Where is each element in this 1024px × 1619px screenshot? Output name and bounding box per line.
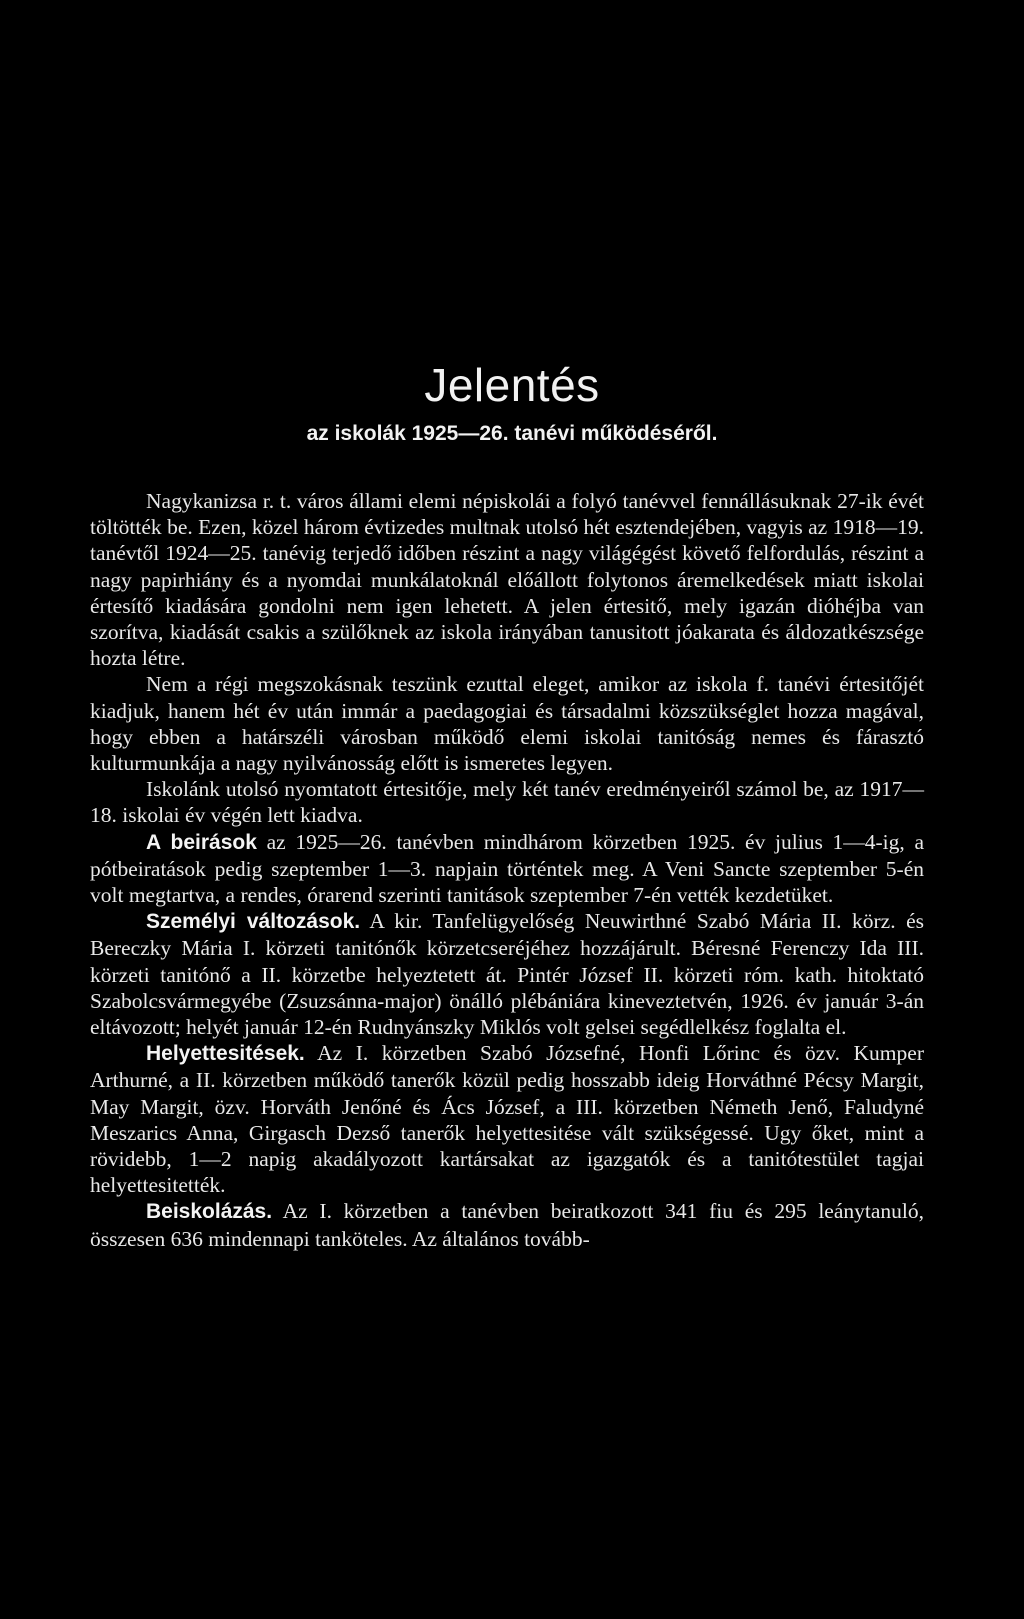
paragraph-previous-report: Iskolánk utolsó nyomtatott értesitője, mely két tanév eredményeiről számol be, az 1917—18. iskolai év végén lett kiadva. [90,777,924,828]
section-text-schooling: Az I. körzetben a tanévben beiratkozott 341 fiu és 295 leánytanuló, összesen 636 mindennapi tanköteles. Az általános tovább- [90,1199,924,1251]
paragraph-substitutions [90,1040,924,1198]
report-body [90,488,924,1252]
paragraph-schooling [90,1198,924,1251]
section-text-substitutions: Az I. körzetben Szabó Józsefné, Honfi Lőrinc és özv. Kumper Arthurné, a II. körzetben működő tanerők közül pedig hosszabb ideig Horváthné Pécsy Margit, May Margit, özv. Horváth Jenőné és Ács József, a III. körzetben Németh Jenő, Faludyné Meszarics Anna, Girgasch Dezső tanerők helyettesitése vált szükségessé. Ugy őket, mint a rövidebb, 1—2 napig akadályozott kartársakat az igazgatók és a tanitótestület tagjai helyettesitették. [90,1041,924,1198]
paragraph-enrollment [90,829,924,909]
section-heading-schooling: Beiskolázás. [146,1200,273,1224]
section-heading-enrollment: A beirások [146,830,257,854]
page-title: Jelentés [424,359,600,411]
section-text-enrollment: az 1925—26. tanévben mindhárom körzetben 1925. év julius 1—4-ig, a pótbeiratások pedig szeptember 1—3. napjain történtek meg. A Veni Sancte szeptember 5-én volt megtartva, a rendes, órarend szerinti tanitások szeptember 7-én vették kezdetüket. [90,829,924,908]
paragraph-intro: Nagykanizsa r. t. város állami elemi népiskolái a folyó tanévvel fennállásuknak 27-ik évét töltötték be. Ezen, közel három évtizedes multnak utolsó hét esztendejében, vagyis az 1918—19. tanévtől 1924—25. tanévig terjedő időben részint a nagy világégést követő felfordulás, részint a nagy papirhiány és a nyomdai munkálatoknál előállott folytonos áremelkedések miatt iskolai értesítő kiadására gondolni nem igen lehetett. A jelen értesitő, mely igazán dióhéjba van szorítva, kiadását csakis a szülőknek az iskola irányában tanusitott jóakarata és áldozatkészsége hozta létre. [90,489,924,671]
section-heading-staff-changes: Személyi változások. [146,910,361,934]
section-text-staff-changes: A kir. Tanfelügyelőség Neuwirthné Szabó Mária II. körz. és Bereczky Mária I. körzeti tanitónők körzetcseréjéhez hozzájárult. Béresné Ferenczy Ida III. körzeti tanitónő a II. körzetbe helyeztetett át. Pintér József II. körzeti róm. kath. hitoktató Szabolcsvármegyébe (Zsuzsánna-major) önálló plébániára kineveztetvén, 1926. év január 3-án eltávozott; helyét január 12-én Rudnyánszky Miklós volt gelsei segédlelkész foglalta el. [90,909,925,1040]
page-subtitle: az iskolák 1925—26. tanévi működéséről. [306,422,718,445]
paragraph-purpose: Nem a régi megszokásnak teszünk ezuttal eleget, amikor az iskola f. tanévi értesitőjét kiadjuk, hanem hét év után immár a paedagogiai és társadalmi közszükséglet hozza magával, hogy ebben a határszéli városban működő elemi iskolai tanitóság nemes és fárasztó kulturmunkája a nagy nyilvánosság előtt is ismeretes legyen. [90,672,924,776]
paragraph-staff-changes [90,908,924,1040]
section-heading-substitutions: Helyettesitések. [146,1042,305,1066]
